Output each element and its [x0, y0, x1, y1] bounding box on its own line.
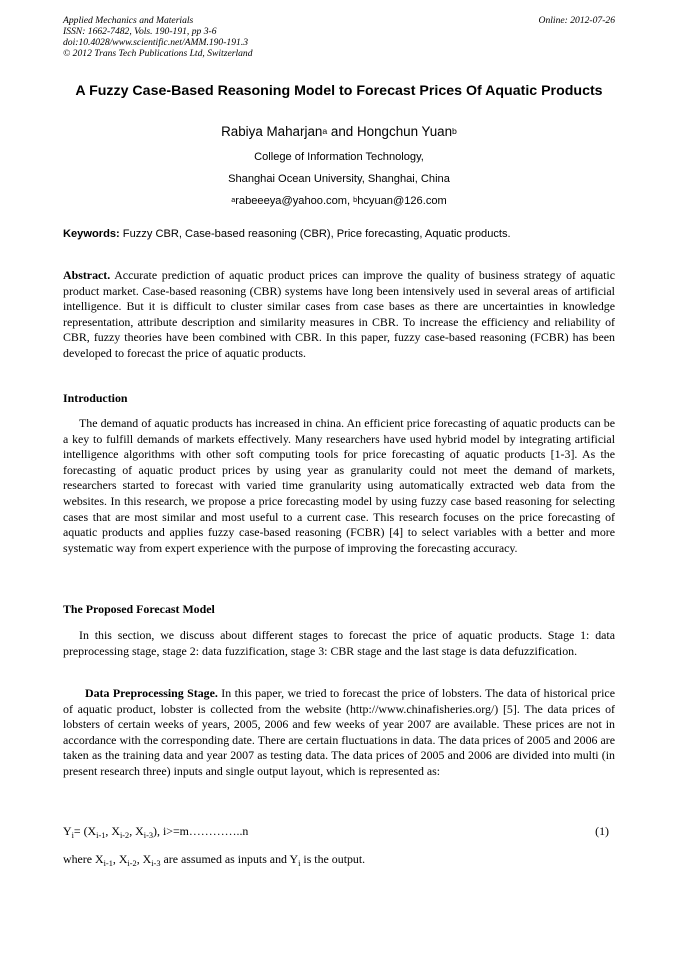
where-y-sub: i [298, 859, 301, 868]
where-start: where X [63, 852, 104, 866]
paper-title: A Fuzzy Case-Based Reasoning Model to Forecast Prices Of Aquatic Products [75, 83, 603, 99]
abstract-label: Abstract. [63, 268, 111, 282]
abstract-text: Accurate prediction of aquatic product prices can improve the quality of business strategy of aquatic product market. Case-based reasoning (CBR) systems have long been intensively used in several areas of artificial intelligence. But it is difficult to cluster similar cases from case bases as there are uncertainties in knowledge representation, attribute description and similarity measures in CBR. To increase the efficiency and reliability of CBR, fuzzy theories have been combined with CBR. In this paper, fuzzy case-based reasoning (FCBR) has been developed to forecast the price of aquatic products. [63, 268, 615, 360]
eq-y-sub: i [71, 831, 74, 840]
keywords [63, 227, 623, 241]
eq-y: Y [63, 824, 72, 838]
author-2: Hongchun Yuan [356, 124, 453, 139]
where-x1-sub: i-1 [103, 859, 113, 868]
affiliation-university: Shanghai Ocean University, Shanghai, China [228, 173, 450, 185]
eq-open: = (X [73, 824, 97, 838]
where-clause [63, 852, 615, 868]
email-a-mark: a [231, 195, 236, 204]
where-sep-2: , X [136, 852, 152, 866]
keywords-label: Keywords: [63, 228, 120, 240]
affiliation-college: College of Information Technology, [254, 151, 424, 163]
eq-x2-sub: i-2 [119, 831, 130, 840]
preprocessing-label: Data Preprocessing Stage. [85, 686, 218, 700]
introduction-heading: Introduction [63, 391, 128, 405]
proposed-model-heading: The Proposed Forecast Model [63, 602, 215, 616]
where-end: is the output. [300, 852, 366, 866]
author-1: Rabiya Maharjan [221, 124, 323, 139]
email-b: hcyuan@126.com [357, 195, 447, 207]
eq-x3-sub: i-3 [143, 831, 154, 840]
proposed-model-paragraph: In this section, we discuss about different stages to forecast the price of aquatic products. Stage 1: data preprocessing stage, stage 2: data fuzzification, stage 3: CBR stage and the last stage is data defuzzification. [63, 628, 615, 658]
issn-line: ISSN: 1662-7482, Vols. 190-191, pp 3-6 [63, 26, 217, 37]
eq-sep-2: , X [129, 824, 144, 838]
abstract [63, 268, 615, 362]
doi-line: doi:10.4028/www.scientific.net/AMM.190-191.3 [63, 37, 249, 48]
eq-x1-sub: i-1 [96, 831, 106, 840]
eq-tail: ), i>=m…………..n [153, 824, 249, 838]
author-line [63, 123, 615, 141]
preprocessing-paragraph [63, 686, 615, 780]
author-emails [63, 194, 615, 208]
journal-name: Applied Mechanics and Materials [63, 15, 194, 26]
author-2-mark: b [452, 126, 457, 136]
where-x2-sub: i-2 [127, 859, 137, 868]
equation-1 [63, 824, 615, 840]
journal-header [63, 15, 615, 59]
preprocessing-text: In this paper, we tried to forecast the price of lobsters. The data of historical price of aquatic product, lobster is collected from the website (http://www.chinafisheries.org/) [5]. The data prices of lobsters of certain weeks of years, 2005, 2006 and few weeks of year 2007 are available. These prices are not in accordance with the corresponding date. There are certain fluctuations in data. The data prices of 2005 and 2006 are taken as the training data and year 2007 as testing data. The data prices of 2005 and 2006 are divided into multi (in present research three) inputs and single output layout, which is represented as: [63, 686, 615, 778]
equation-number: (1) [595, 824, 609, 838]
introduction-paragraph: The demand of aquatic products has increased in china. An efficient price forecasting of aquatic products can be a key to fulfill demands of markets effectively. Many researchers have used hybrid model by integrating artificial intelligence algorithms with other soft computing tools for price forecasting of aquatic products [1-3]. As the forecasting of aquatic product prices by using year as granularity could not meet the demand of markets, researchers started to forecast with varied time granularity using automatically extracted web data from the websites. In this research, we propose a price forecasting model by using fuzzy case based reasoning for selecting cases that are most similar and most useful to a current case. This research focuses on the price forecasting of aquatic products and applies fuzzy case-based reasoning (FCBR) [4] to select variables with a better and more systematic way from expert experience with the purpose of improving the forecasting accuracy. [63, 416, 615, 555]
copyright-line: © 2012 Trans Tech Publications Ltd, Switzerland [63, 48, 253, 59]
where-sep-1: , X [112, 852, 128, 866]
online-date: Online: 2012-07-26 [538, 15, 615, 26]
keywords-text: Fuzzy CBR, Case-based reasoning (CBR), Price forecasting, Aquatic products. [119, 228, 511, 240]
where-x3-sub: i-3 [151, 859, 161, 868]
author-1-mark: a [322, 126, 328, 136]
email-a: rabeeeya@yahoo.com, [235, 195, 354, 207]
author-conjunction: and [327, 124, 357, 139]
email-b-mark: b [353, 195, 358, 204]
eq-sep-1: , X [105, 824, 120, 838]
where-mid: are assumed as inputs and Y [160, 852, 299, 866]
